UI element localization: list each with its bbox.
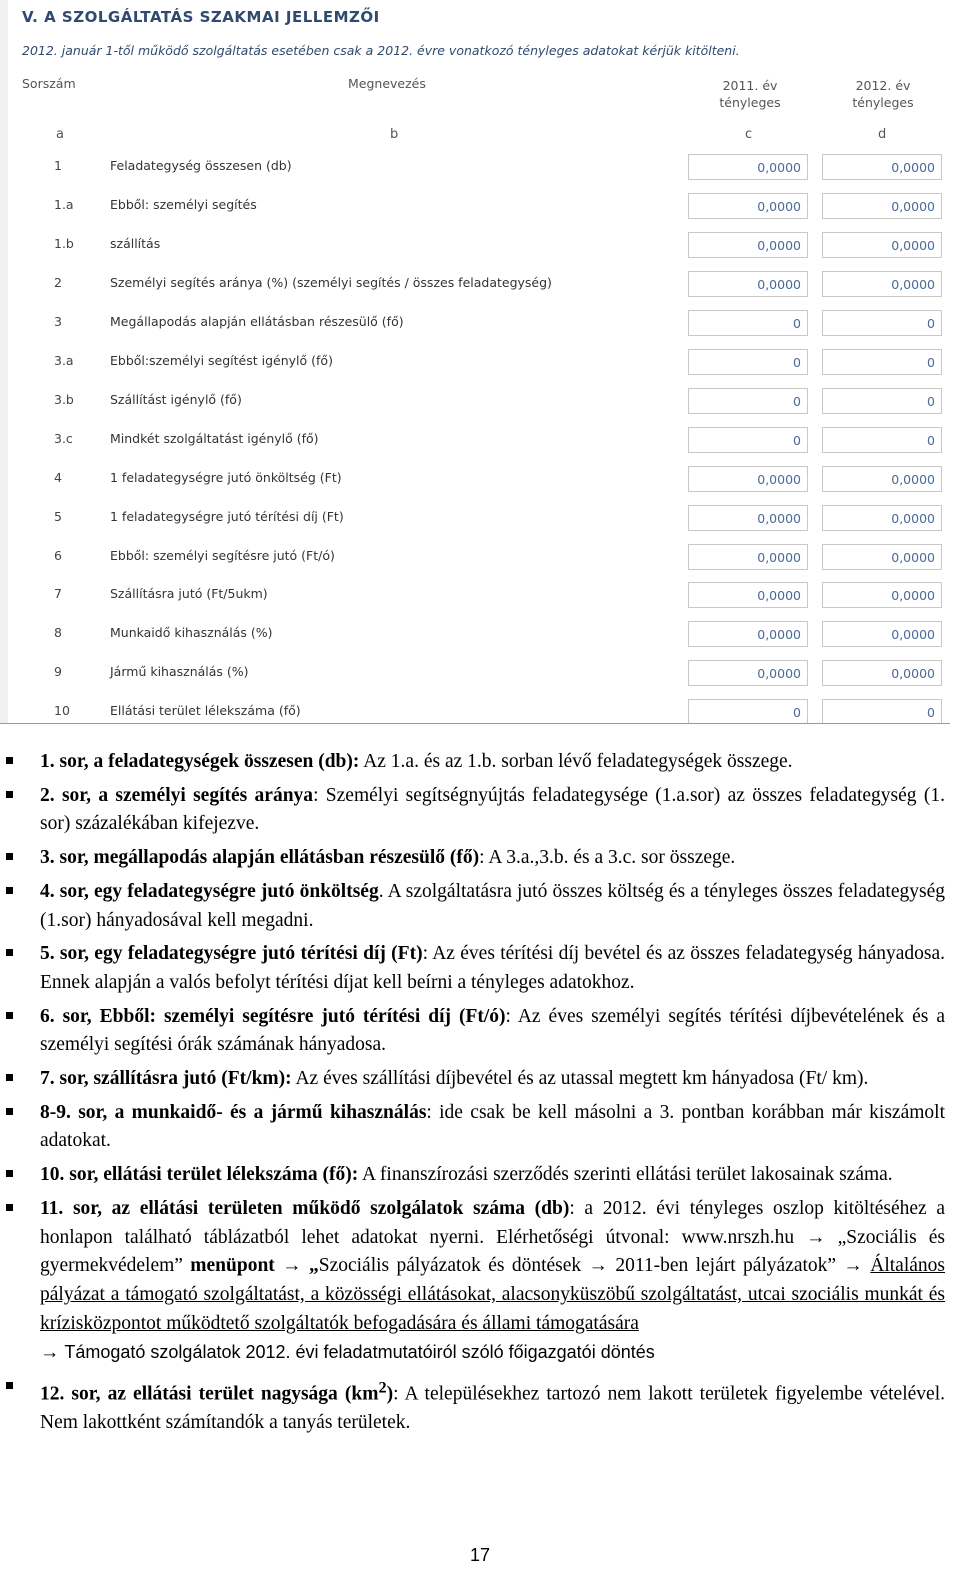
value-2012-input[interactable]: 0 — [822, 388, 942, 414]
value-2011-input[interactable]: 0 — [688, 310, 808, 336]
row-number: 3.b — [54, 391, 74, 407]
row-number: 3.c — [54, 430, 73, 446]
list-item: 10. sor, ellátási terület lélekszáma (fő): A finanszírozási szerződés szerinti ellátási terület lakosainak száma. — [40, 1161, 945, 1190]
row-number: 5 — [54, 508, 62, 524]
value-2011-input[interactable]: 0,0000 — [688, 271, 808, 297]
value-2011-input[interactable]: 0,0000 — [688, 621, 808, 647]
decision-title: Támogató szolgálatok 2012. évi feladatmutatóiról szóló főigazgatói döntés — [64, 1342, 655, 1363]
value-2012-input[interactable]: 0,0000 — [822, 505, 942, 531]
value-2011-input[interactable]: 0,0000 — [688, 582, 808, 608]
row-label: Jármű kihasználás (%) — [110, 664, 249, 680]
row-label: Ebből: személyi segítésre jutó (Ft/ó) — [110, 547, 335, 563]
column-letter-b: b — [390, 127, 399, 142]
value-2012-input[interactable]: 0,0000 — [822, 154, 942, 180]
row-number: 10 — [54, 703, 70, 719]
list-item: 7. sor, szállításra jutó (Ft/km): Az éves szállítási díjbevétel és az utassal megtett km hányadosa (Ft/ km). — [40, 1065, 945, 1094]
form-row — [0, 660, 960, 690]
list-item: 1. sor, a feladategységek összesen (db): Az 1.a. és az 1.b. sorban lévő feladategységek összege. — [40, 748, 945, 777]
section-title: V. A SZOLGÁLTATÁS SZAKMAI JELLEMZŐI — [22, 8, 380, 26]
value-2011-input[interactable]: 0,0000 — [688, 505, 808, 531]
row-number: 7 — [54, 586, 62, 602]
form-row — [0, 505, 960, 535]
row-label: 1 feladategységre jutó térítési díj (Ft) — [110, 508, 344, 524]
list-item: 6. sor, Ebből: személyi segítésre jutó térítési díj (Ft/ó): Az éves személyi segítés térítési díjbevételének és a személyi segítési órák számának hányadosa. — [40, 1003, 945, 1060]
value-2012-input[interactable]: 0 — [822, 349, 942, 375]
value-2012-input[interactable]: 0,0000 — [822, 660, 942, 686]
row-number: 2 — [54, 274, 62, 290]
row-label: Személyi segítés aránya (%) (személyi segítés / összes feladategység) — [110, 274, 552, 290]
column-letter-c: c — [745, 127, 753, 142]
page-number: 17 — [469, 1545, 491, 1565]
value-2012-input[interactable]: 0 — [822, 699, 942, 724]
row-number: 8 — [54, 625, 62, 641]
list-item-11: 11. sor, az ellátási területen működő szolgálatok száma (db): a 2012. évi tényleges oszlop kitöltéséhez a honlapon található táblázatból lehet adatokat nyerni. Elérhetőségi útvonal: www.nrszh.hu → „Szociális és gyermekvédelem” menüpont → „Szociális pályázatok és döntések → 2011-ben lejárt pályázatok” → Általános pályázat a támogató szolgáltatást, a közösségi ellátásokat, alacsonyküszöbű szolgáltatást, utcai szociális munkát és krízisközpontot működtető szolgáltatók befogadására és állami támogatására → Támogató szolgálatok 2012. évi feladatmutatóiról szóló főigazgatói döntés — [40, 1195, 945, 1368]
bullet-icon — [6, 1074, 13, 1081]
row-label: Feladategység összesen (db) — [110, 158, 292, 173]
row-label: Megállapodás alapján ellátásban részesülő (fő) — [110, 313, 404, 329]
section-subtitle: 2012. január 1-től működő szolgáltatás esetében csak a 2012. évre vonatkozó tényleges adatokat kérjük kitölteni. — [22, 43, 740, 58]
bullet-icon — [6, 949, 13, 956]
form-row — [0, 349, 960, 379]
form-row — [0, 544, 960, 574]
row-label: Ellátási terület lélekszáma (fő) — [110, 703, 301, 719]
value-2011-input[interactable]: 0,0000 — [688, 232, 808, 258]
bullet-icon — [6, 887, 13, 894]
row-number: 1.a — [54, 196, 74, 212]
bullet-icon — [6, 791, 13, 798]
bullet-icon — [6, 1170, 13, 1177]
form-row — [0, 621, 960, 651]
column-letter-a: a — [56, 127, 64, 142]
bullet-icon — [6, 1108, 13, 1115]
form-row — [0, 427, 960, 457]
row-number: 3.a — [54, 352, 74, 368]
form-row — [0, 232, 960, 262]
value-2011-input[interactable]: 0,0000 — [688, 193, 808, 219]
explanation-list — [40, 748, 945, 1443]
value-2012-input[interactable]: 0,0000 — [822, 621, 942, 647]
row-label: Szállításra jutó (Ft/5ukm) — [110, 586, 268, 602]
row-number: 1 — [54, 158, 62, 173]
bullet-icon — [6, 1204, 13, 1211]
value-2011-input[interactable]: 0 — [688, 349, 808, 375]
bullet-icon — [6, 1012, 13, 1019]
value-2012-input[interactable]: 0,0000 — [822, 582, 942, 608]
row-number: 9 — [54, 664, 62, 680]
list-item: 5. sor, egy feladategységre jutó térítési díj (Ft): Az éves térítési díj bevétel és az összes feladategység hányadosa. Ennek alapján a valós befolyt térítési díjat kell beírni a tényleges adatokhoz. — [40, 940, 945, 997]
bullet-icon — [6, 757, 13, 764]
row-label: Ebből:személyi segítést igénylő (fő) — [110, 352, 333, 368]
value-2012-input[interactable]: 0 — [822, 427, 942, 453]
row-number: 6 — [54, 547, 62, 563]
bullet-icon — [6, 853, 13, 860]
form-row — [0, 310, 960, 340]
value-2011-input[interactable]: 0,0000 — [688, 466, 808, 492]
row-label: Mindkét szolgáltatást igénylő (fő) — [110, 430, 319, 446]
form-row — [0, 582, 960, 612]
header-2012: 2012. év tényleges — [852, 78, 914, 110]
form-row — [0, 193, 960, 223]
row-number: 4 — [54, 469, 62, 485]
row-label: szállítás — [110, 235, 161, 251]
header-sorszam: Sorszám — [22, 76, 76, 91]
value-2011-input[interactable]: 0 — [688, 388, 808, 414]
value-2012-input[interactable]: 0,0000 — [822, 193, 942, 219]
form-row — [0, 466, 960, 496]
form-row — [0, 154, 960, 184]
form-row — [0, 388, 960, 418]
value-2011-input[interactable]: 0,0000 — [688, 154, 808, 180]
row-label: Ebből: személyi segítés — [110, 196, 257, 212]
form-row — [0, 699, 960, 724]
bullet-icon — [6, 1382, 13, 1389]
value-2011-input[interactable]: 0 — [688, 699, 808, 724]
value-2012-input[interactable]: 0,0000 — [822, 271, 942, 297]
list-item: 3. sor, megállapodás alapján ellátásban részesülő (fő): A 3.a.,3.b. és a 3.c. sor összege. — [40, 844, 945, 873]
list-item-12: 12. sor, az ellátási terület nagysága $(km^2)$: A településekhez tartozó nem lakott területek figyelembe vételével. Nem lakottként számítandók a tanyás területek. — [40, 1373, 945, 1438]
row-number: 1.b — [54, 235, 74, 251]
row-label: 1 feladategységre jutó önköltség (Ft) — [110, 469, 342, 485]
value-2012-input[interactable]: 0,0000 — [822, 466, 942, 492]
form-row — [0, 271, 960, 301]
list-item: 2. sor, a személyi segítés aránya: Személyi segítségnyújtás feladategysége (1.a.sor) az összes feladategység (1. sor) százalékában kifejezve. — [40, 782, 945, 839]
form-screenshot — [0, 0, 960, 724]
value-2011-input[interactable]: 0,0000 — [688, 544, 808, 570]
value-2012-input[interactable]: 0 — [822, 310, 942, 336]
list-item: 4. sor, egy feladategységre jutó önköltség. A szolgáltatásra jutó összes költség és a tényleges összes feladategység (1.sor) hányadosával kell megadni. — [40, 878, 945, 935]
screenshot-bottom-border — [0, 723, 950, 724]
link-general-tender[interactable]: Általános pályázat a támogató szolgáltatást, a közösségi ellátásokat, alacsonyküszöbű szolgáltatást, utcai szociális munkát és krízisközpontot működtető szolgáltatók befogadására és állami támogatására — [40, 1255, 945, 1334]
row-label: Munkaidő kihasználás (%) — [110, 625, 273, 641]
value-2011-input[interactable]: 0,0000 — [688, 660, 808, 686]
header-2011: 2011. év tényleges — [719, 78, 781, 110]
value-2012-input[interactable]: 0,0000 — [822, 544, 942, 570]
row-label: Szállítást igénylő (fő) — [110, 391, 242, 407]
column-letter-d: d — [878, 127, 887, 142]
row-number: 3 — [54, 313, 62, 329]
list-item: 8-9. sor, a munkaidő- és a jármű kihasználás: ide csak be kell másolni a 3. pontban korábban már kiszámolt adatokat. — [40, 1099, 945, 1156]
value-2011-input[interactable]: 0 — [688, 427, 808, 453]
value-2012-input[interactable]: 0,0000 — [822, 232, 942, 258]
header-megnevezes: Megnevezés — [348, 76, 426, 91]
